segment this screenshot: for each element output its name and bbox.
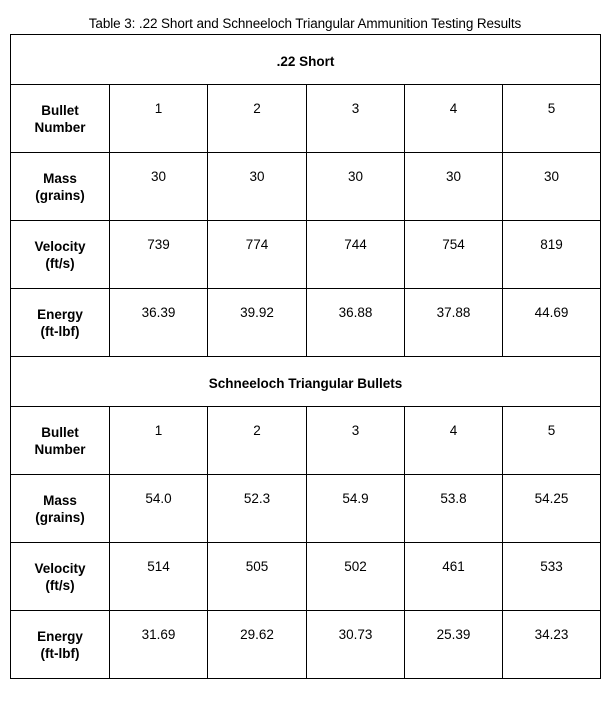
results-table (10, 34, 601, 679)
row-header: Energy (ft-lbf) (11, 289, 110, 357)
table-cell: 3 (307, 407, 405, 475)
table-row-velocity (11, 543, 601, 611)
table-cell: 30 (208, 153, 307, 221)
table-row-mass (11, 153, 601, 221)
table-cell: 5 (503, 85, 601, 153)
table-cell: 514 (110, 543, 208, 611)
row-header: Velocity (ft/s) (11, 221, 110, 289)
table-cell: 2 (208, 407, 307, 475)
table-row-bullet-number (11, 85, 601, 153)
table-cell: 739 (110, 221, 208, 289)
table-cell: 36.88 (307, 289, 405, 357)
table-cell: 533 (503, 543, 601, 611)
table-cell: 39.92 (208, 289, 307, 357)
table-cell: 4 (405, 407, 503, 475)
table-cell: 54.9 (307, 475, 405, 543)
table-cell: 31.69 (110, 611, 208, 679)
row-header: Mass (grains) (11, 475, 110, 543)
table-row-velocity (11, 221, 601, 289)
table-cell: 30.73 (307, 611, 405, 679)
table-cell: 34.23 (503, 611, 601, 679)
table-cell: 36.39 (110, 289, 208, 357)
table-row-bullet-number (11, 407, 601, 475)
table-cell: 53.8 (405, 475, 503, 543)
table-cell: 505 (208, 543, 307, 611)
table-cell: 52.3 (208, 475, 307, 543)
table-cell: 44.69 (503, 289, 601, 357)
table-cell: 30 (405, 153, 503, 221)
table-cell: 4 (405, 85, 503, 153)
table-cell: 774 (208, 221, 307, 289)
table-cell: 461 (405, 543, 503, 611)
table-cell: 754 (405, 221, 503, 289)
row-header: Bullet Number (11, 407, 110, 475)
table-cell: 5 (503, 407, 601, 475)
table-cell: 502 (307, 543, 405, 611)
section-header-row (11, 357, 601, 407)
table-row-energy (11, 289, 601, 357)
table-cell: 29.62 (208, 611, 307, 679)
row-header: Velocity (ft/s) (11, 543, 110, 611)
table-cell: 2 (208, 85, 307, 153)
table-cell: 37.88 (405, 289, 503, 357)
table-cell: 25.39 (405, 611, 503, 679)
table-row-energy (11, 611, 601, 679)
table-cell: 30 (307, 153, 405, 221)
section-title-22-short: .22 Short (11, 35, 601, 85)
table-caption: Table 3: .22 Short and Schneeloch Triangular Ammunition Testing Results (88, 16, 522, 31)
section-title-schneeloch: Schneeloch Triangular Bullets (11, 357, 601, 407)
table-cell: 3 (307, 85, 405, 153)
row-header: Bullet Number (11, 85, 110, 153)
table-cell: 54.0 (110, 475, 208, 543)
table-cell: 30 (503, 153, 601, 221)
table-row-mass (11, 475, 601, 543)
table-cell: 30 (110, 153, 208, 221)
table-cell: 1 (110, 85, 208, 153)
row-header: Energy (ft-lbf) (11, 611, 110, 679)
table-cell: 819 (503, 221, 601, 289)
table-cell: 54.25 (503, 475, 601, 543)
section-header-row (11, 35, 601, 85)
row-header: Mass (grains) (11, 153, 110, 221)
table-cell: 1 (110, 407, 208, 475)
table-cell: 744 (307, 221, 405, 289)
